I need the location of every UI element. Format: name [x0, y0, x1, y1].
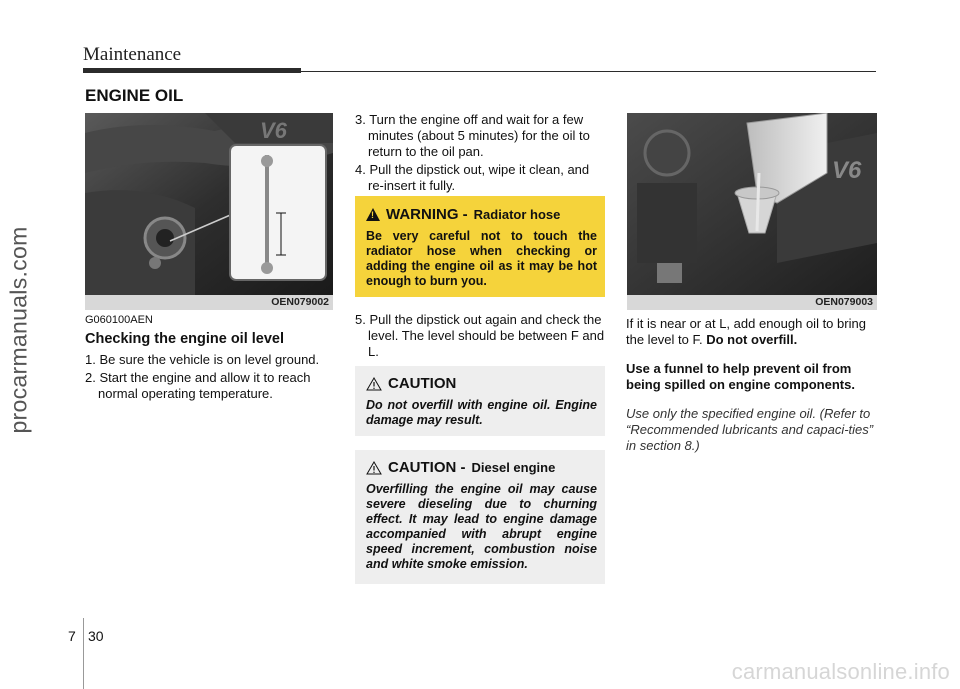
- svg-text:V6: V6: [260, 118, 287, 143]
- caution-diesel-text: Overfilling the engine oil may cause severe dieseling due to churning effect. It may lead to engine damage accompanied with abrupt engine speed increment, combustion noise and white smoke emission.: [366, 482, 597, 571]
- step-item: 1. Be sure the vehicle is on level ground.: [85, 352, 320, 367]
- warning-box: [355, 196, 605, 297]
- funnel-photo: [627, 113, 877, 310]
- caution-header: [366, 375, 597, 392]
- caution-diesel-header: [366, 459, 597, 476]
- warning-label: WARNING -: [386, 206, 468, 223]
- figure-caption: OEN079003: [627, 295, 877, 310]
- paragraph-add-oil-text: If it is near or at L, add enough oil to bring the level to F.: [626, 316, 866, 347]
- dipstick-photo: [85, 113, 333, 310]
- step-item: 5. Pull the dipstick out again and check the level. The level should be between F and L.: [355, 312, 605, 359]
- sub-heading: Checking the engine oil level: [85, 331, 285, 347]
- warning-text: Be very careful not to touch the radiator hose when checking or adding the engine oil as it may be hot enough to burn you.: [366, 229, 597, 288]
- caution-icon: [366, 461, 382, 475]
- warning-subject: Radiator hose: [473, 207, 561, 222]
- header-title: Maintenance: [83, 44, 182, 65]
- page-number: 30: [88, 628, 104, 644]
- do-not-overfill-text: Do not overfill.: [706, 332, 798, 347]
- footer-rule: [83, 618, 84, 689]
- paragraph-specified-oil: Use only the specified engine oil. (Refer to “Recommended lubricants and capaci-ties” in section 8.): [626, 406, 874, 453]
- caution-icon: [366, 377, 382, 391]
- watermark-left: [4, 120, 34, 540]
- step-item: 3. Turn the engine off and wait for a few minutes (about 5 minutes) for the oil to return to the oil pan.: [355, 112, 590, 159]
- figure-caption: OEN079002: [85, 295, 333, 310]
- caution-label: CAUTION: [388, 375, 457, 392]
- svg-text:V6: V6: [832, 157, 862, 184]
- watermark-left-text: procarmanuals.com: [5, 226, 32, 434]
- warning-icon: [366, 208, 380, 221]
- caution-box: [355, 366, 605, 436]
- header-rule: [301, 71, 876, 72]
- caution-diesel-subject: Diesel engine: [471, 460, 556, 475]
- section-code: G060100AEN: [85, 314, 153, 326]
- right-column: [626, 316, 878, 467]
- step-item: 2. Start the engine and allow it to reach normal operating temperature.: [85, 370, 311, 401]
- paragraph-funnel: Use a funnel to help prevent oil from being spilled on engine components.: [626, 361, 855, 392]
- caution-diesel-label: CAUTION -: [388, 459, 466, 476]
- section-title: ENGINE OIL: [85, 86, 184, 105]
- chapter-number: 7: [68, 628, 76, 644]
- step-item: 4. Pull the dipstick out, wipe it clean, and re-insert it fully.: [355, 162, 590, 193]
- warning-header: [366, 206, 597, 223]
- caution-text: Do not overfill with engine oil. Engine damage may result.: [366, 398, 597, 427]
- caution-diesel-box: [355, 450, 605, 584]
- steps-left: [85, 352, 335, 404]
- paragraph-add-oil: [626, 316, 878, 348]
- dipstick-illustration: [85, 113, 333, 295]
- watermark-bottom: carmanualsonline.info: [731, 659, 950, 684]
- steps-middle-top: [355, 112, 605, 196]
- oil-funnel-illustration: [627, 113, 877, 295]
- header-bar: [83, 68, 301, 73]
- steps-middle-bottom: [355, 312, 605, 362]
